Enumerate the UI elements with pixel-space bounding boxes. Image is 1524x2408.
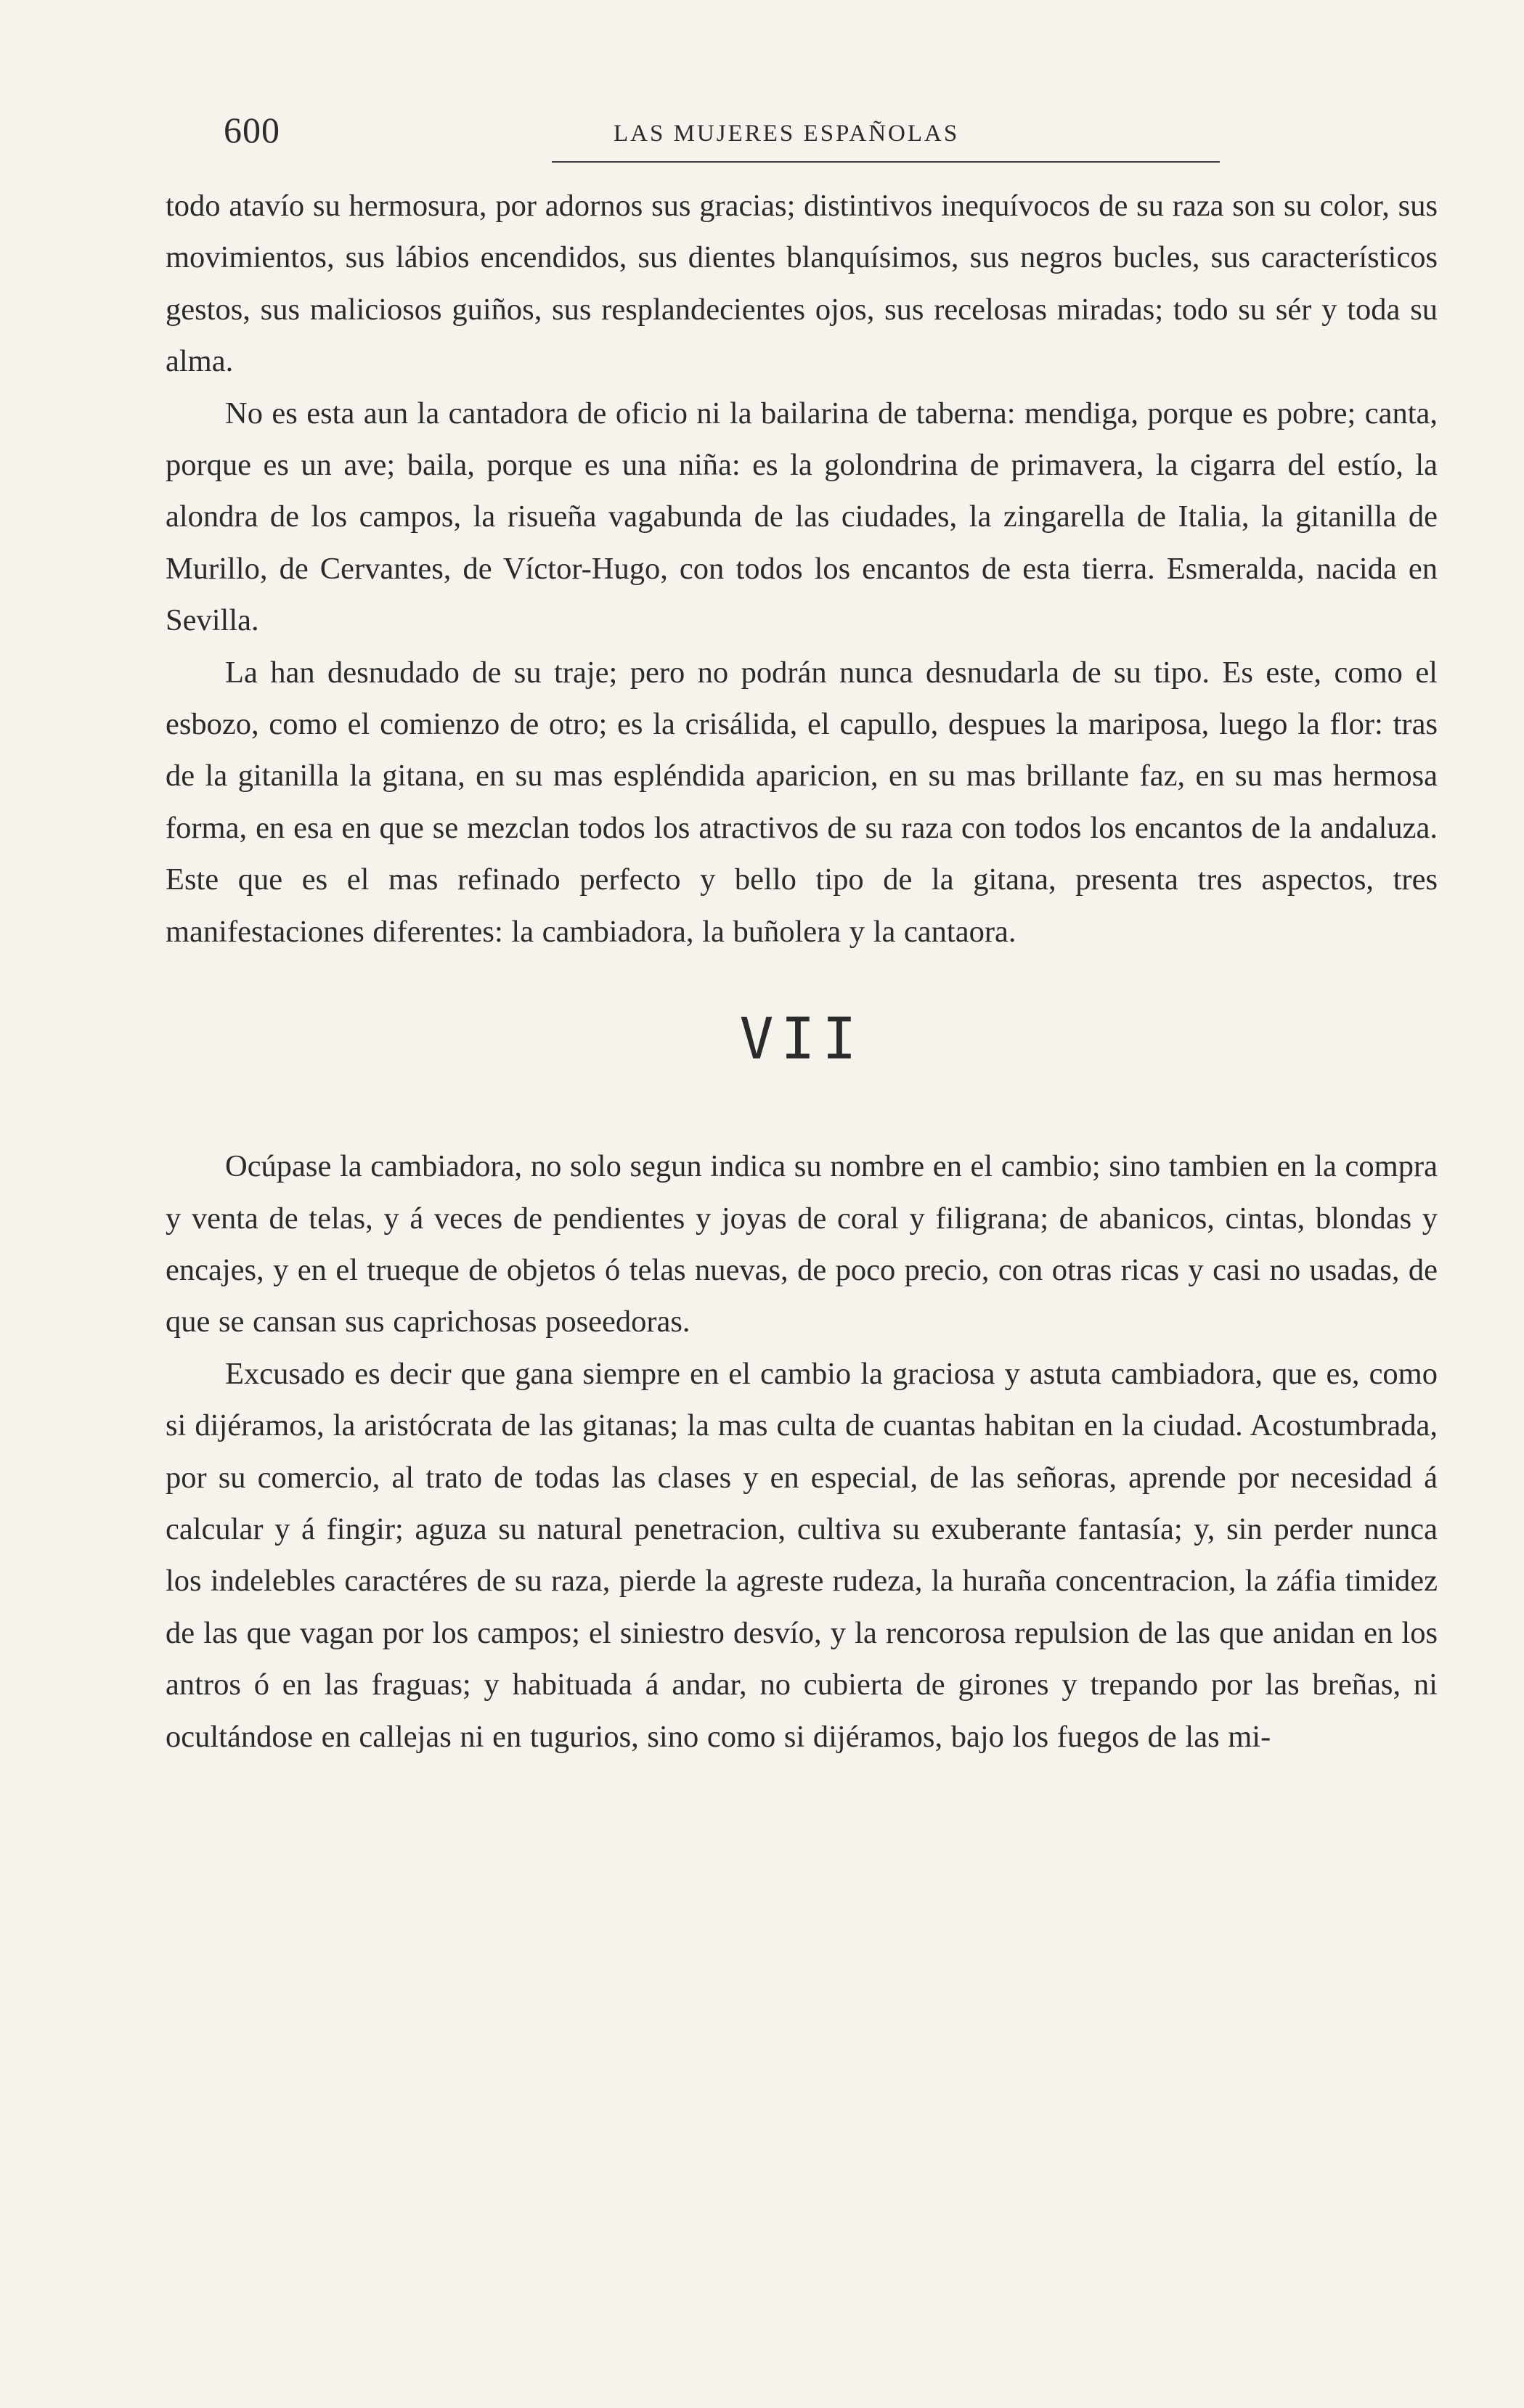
paragraph: La han desnudado de su traje; pero no podrán nunca desnudarla de su tipo. Es este, como el esbozo, como el comienzo de otro; es la crisálida, el capullo, despues la mariposa, luego la flor: tras de la gitanilla la gitana, en su mas espléndida aparicion, en su mas brillante faz, en su mas hermosa forma, en esa en que se mezclan todos los atractivos de su raza con todos los encantos de la andaluza. Este que es el mas refinado perfecto y bello tipo de la gitana, presenta tres aspectos, tres manifestaciones diferentes: la cambiadora, la buñolera y la cantaora.: [166, 655, 1438, 949]
paragraph: No es esta aun la cantadora de oficio ni la bailarina de taberna: mendiga, porque es pobre; canta, porque es un ave; baila, porque es una niña: es la golondrina de primavera, la cigarra del estío, la alondra de los campos, la risueña vagabunda de las ciudades, la zingarella de Italia, la gitanilla de Murillo, de Cervantes, de Víctor-Hugo, con todos los encantos de esta tierra. Esmeralda, nacida en Sevilla.: [166, 396, 1438, 638]
page-number: 600: [224, 110, 280, 150]
paragraph: todo atavío su hermosura, por adornos sus gracias; distintivos inequívocos de su raza son su color, sus movimientos, sus lábios encendidos, sus dientes blanquísimos, sus negros bucles, sus característicos gestos, sus maliciosos guiños, sus resplandecientes ojos, sus recelosas miradas; todo su sér y toda su alma.: [166, 189, 1438, 379]
paragraph: Ocúpase la cambiadora, no solo segun indica su nombre en el cambio; sino tambien en la compra y venta de telas, y á veces de pendientes y joyas de coral y filigrana; de abanicos, cintas, blondas y encajes, y en el trueque de objetos ó telas nuevas, de poco precio, con otras ricas y casi no usadas, de que se cansan sus caprichosas poseedoras.: [166, 1149, 1438, 1339]
running-title: LAS MUJERES ESPAÑOLAS: [614, 121, 960, 147]
section-heading: VII: [739, 1007, 864, 1073]
page-header: [167, 109, 1437, 167]
header-rule: [552, 161, 1220, 163]
paragraph: Excusado es decir que gana siempre en el cambio la graciosa y astuta cambiadora, que es, como si dijéramos, la aristócrata de las gitanas; la mas culta de cuantas habitan en la ciudad. Acostumbrada, por su comercio, al trato de todas las clases y en especial, de las señoras, aprende por necesidad á calcular y á fingir; aguza su natural penetracion, cultiva su exuberante fantasía; y, sin perder nunca los indelebles caractéres de su raza, pierde la agreste rudeza, la huraña concentracion, la záfia timidez de las que vagan por los campos; el siniestro desvío, y la rencorosa repulsion de las que anidan en los antros ó en las fraguas; y habituada á andar, no cubierta de girones y trepando por las breñas, ni ocultándose en callejas ni en tugurios, sino como si dijéramos, bajo los fuegos de las mi-: [166, 1356, 1438, 1754]
body-text: [166, 180, 1438, 1763]
